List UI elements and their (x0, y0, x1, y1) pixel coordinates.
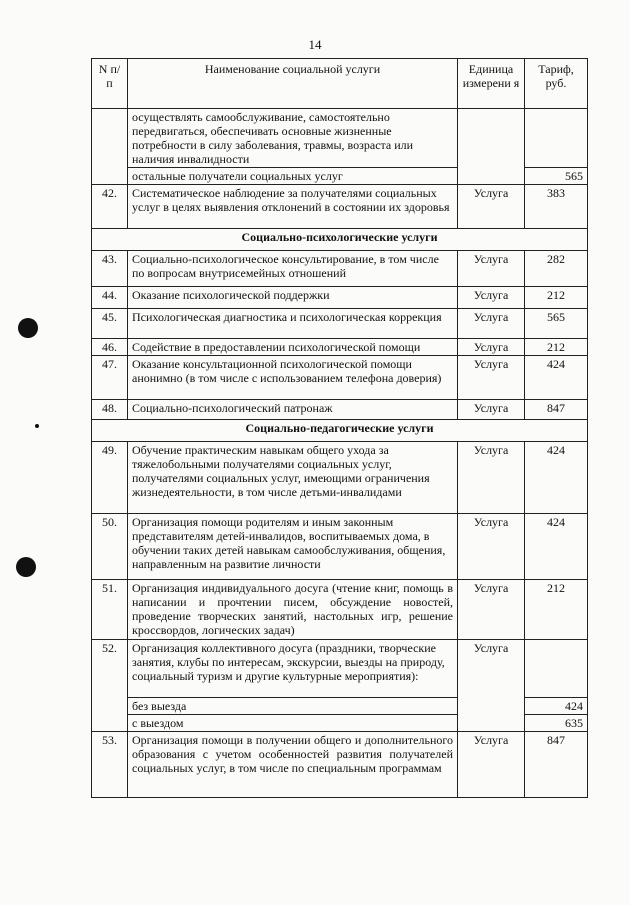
row-unit: Услуга (458, 356, 525, 400)
row-tariff: 212 (525, 287, 588, 309)
table-row (92, 185, 588, 229)
row-num: 43. (92, 251, 128, 287)
row-unit: Услуга (458, 442, 525, 514)
row-num: 53. (92, 732, 128, 798)
table-row (92, 251, 588, 287)
row-subitem: остальные получатели социальных услуг (128, 168, 458, 185)
tariff-table (91, 58, 588, 798)
row-name: Обучение практическим навыкам общего ухода за тяжелобольными получателями социальных услуг, получателями социальных услуг, имеющими ограничения жизнедеятельности, в том числе детьми-инвалидами (128, 442, 458, 514)
row-tariff: 424 (525, 514, 588, 580)
row-num: 48. (92, 400, 128, 420)
col-header-name: Наименование социальной услуги (128, 59, 458, 109)
table-header (92, 59, 588, 109)
row-name: Систематическое наблюдение за получателями социальных услуг в целях выявления отклонений в состоянии их здоровья (128, 185, 458, 229)
row-num: 49. (92, 442, 128, 514)
row-tariff: 565 (525, 168, 588, 185)
row-name: Социально-психологическое консультирование, в том числе по вопросам внутрисемейных отношений (128, 251, 458, 287)
row-name: Организация индивидуального досуга (чтение книг, помощь в написании и прочтении писем, обсуждение новостей, проведение творческих занятий, настольных игр, решение кроссвордов, логических задач) (128, 580, 458, 640)
table-row (92, 309, 588, 339)
row-tariff: 565 (525, 309, 588, 339)
row-unit: Услуга (458, 400, 525, 420)
margin-punch-hole-bottom (16, 557, 36, 577)
margin-punch-hole-top (18, 318, 38, 338)
table-row (92, 514, 588, 580)
col-header-tariff: Тариф, руб. (525, 59, 588, 109)
row-tariff: 424 (525, 356, 588, 400)
row-num: 42. (92, 185, 128, 229)
row-tariff: 635 (525, 715, 588, 732)
row-name: Организация помощи в получении общего и дополнительного образования с учетом особенностей развития получателей социальных услуг, в том числе по специальным программам (128, 732, 458, 798)
row-tariff: 847 (525, 400, 588, 420)
table-row (92, 339, 588, 356)
row-num: 46. (92, 339, 128, 356)
row-num: 52. (92, 640, 128, 732)
col-header-num: N п/п (92, 59, 128, 109)
row-tariff: 383 (525, 185, 588, 229)
section-header (92, 229, 588, 251)
table-row (92, 287, 588, 309)
row-unit: Услуга (458, 287, 525, 309)
table-row (92, 400, 588, 420)
row-name: Оказание консультационной психологической помощи анонимно (в том числе с использованием телефона доверия) (128, 356, 458, 400)
table-row (92, 109, 588, 168)
row-subitem: без выезда (128, 698, 458, 715)
table-row (92, 442, 588, 514)
row-name: Психологическая диагностика и психологическая коррекция (128, 309, 458, 339)
margin-mark (35, 424, 39, 428)
row-unit: Услуга (458, 732, 525, 798)
row-unit: Услуга (458, 580, 525, 640)
row-name: Организация помощи родителям и иным законным представителям детей-инвалидов, воспитываемых дома, в обучении таких детей навыкам самообслуживания, общения, направленным на развитие личности (128, 514, 458, 580)
row-tariff: 847 (525, 732, 588, 798)
row-num: 51. (92, 580, 128, 640)
section-title-ped: Социально-педагогические услуги (92, 420, 588, 442)
row-tariff: 424 (525, 442, 588, 514)
row-tariff: 282 (525, 251, 588, 287)
row-unit: Услуга (458, 640, 525, 732)
row-name: Социально-психологический патронаж (128, 400, 458, 420)
row-name: осуществлять самообслуживание, самостоятельно передвигаться, обеспечивать основные жизненные потребности в силу заболевания, травмы, возраста или наличия инвалидности (128, 109, 458, 168)
table-row (92, 640, 588, 698)
row-num: 44. (92, 287, 128, 309)
row-unit: Услуга (458, 309, 525, 339)
row-name: Организация коллективного досуга (праздники, творческие занятия, клубы по интересам, экскурсии, выезды на природу, социальный туризм и другие культурные мероприятия): (128, 640, 458, 698)
table-row (92, 732, 588, 798)
row-num: 50. (92, 514, 128, 580)
row-unit: Услуга (458, 514, 525, 580)
row-name: Содействие в предоставлении психологической помощи (128, 339, 458, 356)
col-header-unit: Единица измерени я (458, 59, 525, 109)
row-num: 47. (92, 356, 128, 400)
row-unit: Услуга (458, 251, 525, 287)
row-unit: Услуга (458, 339, 525, 356)
table-row (92, 356, 588, 400)
page-number: 14 (308, 37, 322, 52)
row-unit: Услуга (458, 185, 525, 229)
row-tariff: 212 (525, 339, 588, 356)
section-header (92, 420, 588, 442)
row-subitem: с выездом (128, 715, 458, 732)
row-name: Оказание психологической поддержки (128, 287, 458, 309)
row-tariff: 212 (525, 580, 588, 640)
row-num: 45. (92, 309, 128, 339)
row-tariff: 424 (525, 698, 588, 715)
table-row (92, 580, 588, 640)
section-title-psych: Социально-психологические услуги (92, 229, 588, 251)
